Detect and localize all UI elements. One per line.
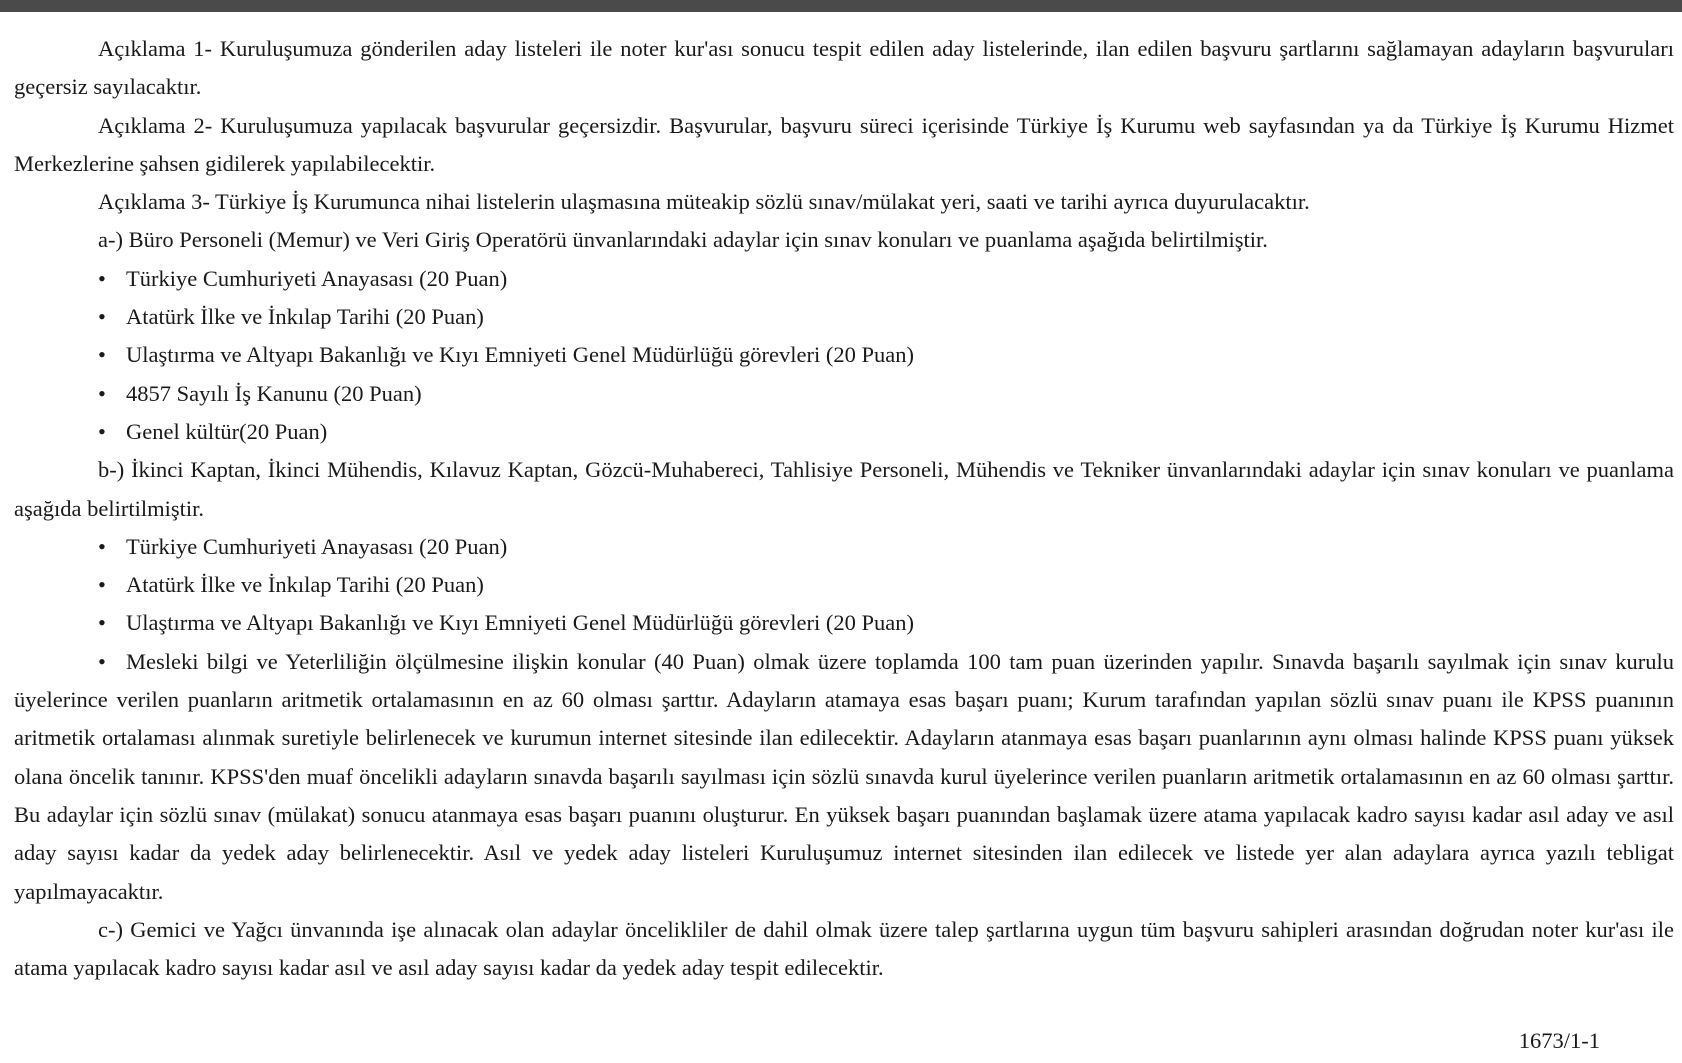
bullet-icon: • <box>98 572 106 598</box>
bullet-item <box>14 566 1674 604</box>
bullet-text: Mesleki bilgi ve Yeterliliğin ölçülmesine ilişkin konular (40 Puan) olmak üzere toplamda 100 tam puan üzerinden yapılır. Sınavda başarılı sayılmak için sınav kurulu üyelerince verilen puanların aritmetik ortalamasının en az 60 olması şarttır. Adayların atamaya esas başarı puanı; Kurum tarafından yapılan sözlü sınav puanı ile KPSS puanının aritmetik ortalaması alınmak suretiyle belirlenecek ve kurumun internet sitesinde ilan edilecektir. Adayların atanmaya esas başarı puanlarının aynı olması halinde KPSS puanı yüksek olana öncelik tanınır. KPSS'den muaf öncelikli adayların sınavda başarılı sayılması için sözlü sınavda kurul üyelerince verilen puanların aritmetik ortalamasının en az 60 olması şarttır. Bu adaylar için sözlü sınav (mülakat) sonucu atanmaya esas başarı puanını oluşturur. En yüksek başarı puanından başlamak üzere atama yapılacak kadro sayısı kadar asıl aday ve asıl aday sayısı kadar da yedek aday belirlenecektir. Asıl ve yedek aday listeleri Kuruluşumuz internet sitesinden ilan edilecek ve listede yer alan adaylara ayrıca yazılı tebligat yapılmayacaktır. <box>14 648 1674 904</box>
bullet-item <box>14 604 1674 642</box>
section-c-text: c-) Gemici ve Yağcı ünvanında işe alınacak olan adaylar öncelikliler de dahil olmak üzere talep şartlarına uygun tüm başvuru sahipleri arasından doğrudan noter kur'ası ile atama yapılacak kadro sayısı kadar asıl ve asıl aday sayısı kadar da yedek aday tespit edilecektir. <box>14 916 1674 981</box>
bullet-text: Atatürk İlke ve İnkılap Tarihi (20 Puan) <box>126 572 484 598</box>
section-b-intro: b-) İkinci Kaptan, İkinci Mühendis, Kılavuz Kaptan, Gözcü-Muhabereci, Tahlisiye Personeli, Mühendis ve Tekniker ünvanlarındaki adaylar için sınav konuları ve puanlama aşağıda belirtilmiştir. <box>14 457 1674 521</box>
bullet-text: Türkiye Cumhuriyeti Anayasası (20 Puan) <box>126 265 508 291</box>
bullet-icon: • <box>98 342 106 368</box>
bullet-icon: • <box>98 533 106 559</box>
bullet-icon: • <box>98 380 106 406</box>
paragraph-aciklama-2: Açıklama 2- Kuruluşumuza yapılacak başvurular geçersizdir. Başvurular, başvuru süreci içerisinde Türkiye İş Kurumu web sayfasından ya da Türkiye İş Kurumu Hizmet Merkezlerine şahsen gidilerek yapılabilecektir. <box>14 112 1674 176</box>
bullet-text: 4857 Sayılı İş Kanunu (20 Puan) <box>126 380 422 406</box>
bullet-item <box>14 375 1674 413</box>
bullet-item <box>14 413 1674 451</box>
bullet-text: Ulaştırma ve Altyapı Bakanlığı ve Kıyı Emniyeti Genel Müdürlüğü görevleri (20 Puan) <box>126 610 914 636</box>
paragraph-aciklama-3: Açıklama 3- Türkiye İş Kurumunca nihai listelerin ulaşmasına müteakip sözlü sınav/mülakat yeri, saati ve tarihi ayrıca duyurulacaktır. <box>98 189 1310 215</box>
bullet-item <box>14 260 1674 298</box>
bullet-text: Türkiye Cumhuriyeti Anayasası (20 Puan) <box>126 533 508 559</box>
bullet-item <box>14 336 1674 374</box>
section-a-intro: a-) Büro Personeli (Memur) ve Veri Giriş Operatörü ünvanlarındaki adaylar için sınav konuları ve puanlama aşağıda belirtilmiştir. <box>98 227 1268 253</box>
bullet-icon: • <box>98 648 106 674</box>
bullet-icon: • <box>98 265 106 291</box>
bullet-text: Atatürk İlke ve İnkılap Tarihi (20 Puan) <box>126 304 484 330</box>
bullet-text: Genel kültür(20 Puan) <box>126 418 328 444</box>
bullet-icon: • <box>98 610 106 636</box>
paragraph-aciklama-1: Açıklama 1- Kuruluşumuza gönderilen aday listeleri ile noter kur'ası sonucu tespit edilen aday listelerinde, ilan edilen başvuru şartlarını sağlamayan adayların başvuruları geçersiz sayılacaktır. <box>14 36 1674 100</box>
bullet-item <box>14 528 1674 566</box>
bullet-text: Ulaştırma ve Altyapı Bakanlığı ve Kıyı Emniyeti Genel Müdürlüğü görevleri (20 Puan) <box>126 342 914 368</box>
bullet-item-long <box>14 643 1674 911</box>
bullet-item <box>14 298 1674 336</box>
bullet-icon: • <box>98 418 106 444</box>
page-reference-number: 1673/1-1 <box>1518 1028 1600 1053</box>
document-body <box>14 30 1674 987</box>
bullet-icon: • <box>98 304 106 330</box>
viewer-top-bar <box>0 0 1682 12</box>
